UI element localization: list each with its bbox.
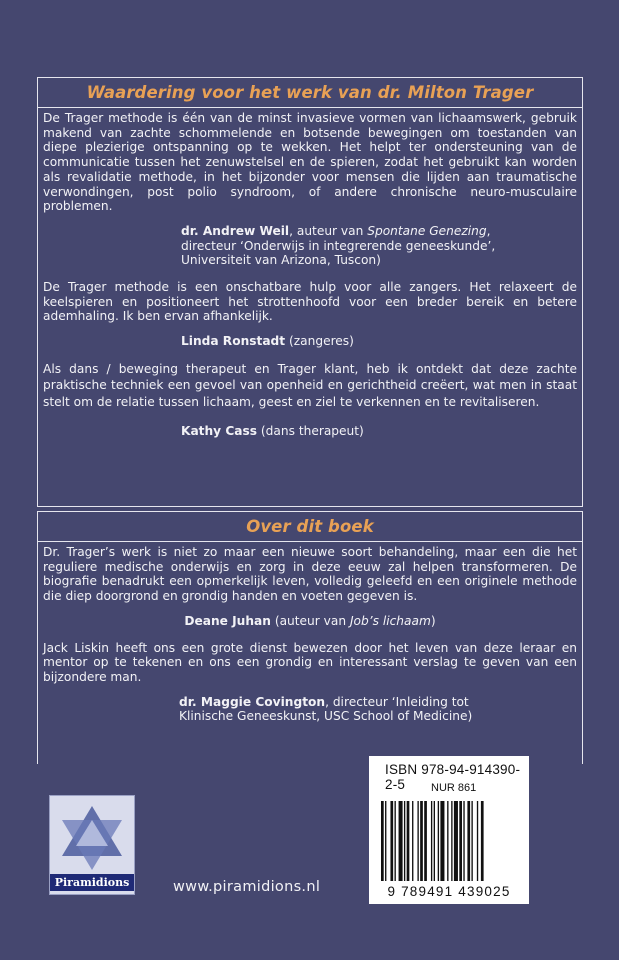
- barcode-bar: [434, 801, 435, 881]
- barcode-bar: [440, 801, 444, 881]
- quote-cass: Als dans / beweging therapeut en Trager klant, heb ik ontdekt dat deze zachte praktische techniek een gevoel van openheid en gerichtheid creëert, wat men in staat stelt om de relatie tussen lichaam, geest en ziel te verkennen en te revitaliseren.: [43, 361, 577, 409]
- barcode-bar: [381, 801, 384, 881]
- barcode-bar: [463, 801, 464, 881]
- book-title: Job’s lichaam: [349, 613, 431, 628]
- quote-juhan: Dr. Trager’s werk is niet zo maar een nieuwe soort behandeling, maar een die het reguliere medische onderwijs en zorg in deze eeuw zal helpen transformeren. De biografie benadrukt een opmerkelijk leven, volledig geleefd en een originele methode die diep doorgrond en grondig handen en voeten gegeven is.: [43, 545, 577, 604]
- author-name: Kathy Cass: [181, 424, 258, 439]
- barcode-bar: [404, 801, 405, 881]
- attribution-covington: dr. Maggie Covington, directeur ‘Inleiding tot Klinische Geneeskunst, USC School of Medicine): [179, 694, 473, 724]
- isbn-label: ISBN 978-94-914390-2-5: [385, 762, 521, 792]
- barcode-bar: [477, 801, 478, 881]
- barcode-bar: [459, 801, 462, 881]
- publisher-logo: [49, 795, 135, 895]
- quote-weil: De Trager methode is één van de minst invasieve vormen van lichaamswerk, gebruik makend van zachte schommelende en botsende bewegingen om toestanden van diepe plezierige ontspanning op te wekken. Het helpt ter ondersteuning van de communicatie tussen het zenuwstelsel en de spieren, zodat het gebruikt kan worden als revalidatie methode, in het bijzonder voor mensen die lijden aan traumatische verwondingen, post polio syndroom, of andere chronische neuro-musculaire problemen.: [43, 111, 577, 214]
- barcode-bar: [424, 801, 427, 881]
- barcode-bar: [451, 801, 452, 881]
- attribution-cass: Kathy Cass (dans therapeut): [181, 424, 364, 439]
- star-of-david-icon: [50, 798, 134, 878]
- author-name: Deane Juhan: [184, 613, 271, 628]
- barcode-bar: [417, 801, 418, 881]
- barcode-bar: [399, 801, 403, 881]
- barcode-bar: [390, 801, 393, 881]
- author-name: Linda Ronstadt: [181, 334, 286, 349]
- barcode-bar: [420, 801, 423, 881]
- barcode-bar: [395, 801, 396, 881]
- book-title: Spontane Genezing: [367, 223, 487, 238]
- author-name: dr. Andrew Weil: [181, 223, 290, 238]
- barcode-bar: [407, 801, 410, 881]
- quote-ronstadt: De Trager methode is een onschatbare hulp voor alle zangers. Het relaxeert de keelspieren en positioneert het strottenhoofd voor een breder bereik en betere ademhaling. Ik ben ervan afhankelijk.: [43, 280, 577, 324]
- barcode-bar: [481, 801, 484, 881]
- barcode-bar: [385, 801, 386, 881]
- barcode-icon: [379, 801, 519, 883]
- barcode-bar: [438, 801, 439, 881]
- barcode-bar: [471, 801, 472, 881]
- attribution-juhan: Deane Juhan (auteur van Job’s lichaam): [184, 613, 436, 628]
- appreciation-heading: Waardering voor het werk van dr. Milton Trager: [38, 78, 582, 108]
- isbn-barcode-block: [369, 756, 529, 904]
- barcode-bar: [431, 801, 432, 881]
- author-name: dr. Maggie Covington: [179, 694, 326, 709]
- attribution-ronstadt: Linda Ronstadt (zangeres): [181, 334, 354, 349]
- appreciation-panel: [37, 77, 583, 507]
- barcode-bar: [447, 801, 448, 881]
- nur-label: NUR 861: [431, 782, 477, 794]
- website-url: www.piramidions.nl: [173, 879, 321, 895]
- quote-covington: Jack Liskin heeft ons een grote dienst bewezen door het leven van deze leraar en mentor op te tekenen en ons een grondig en interessant verslag te geven van een bijzondere man.: [43, 640, 577, 684]
- barcode-bar: [412, 801, 413, 881]
- logo-text: Piramidions: [50, 874, 134, 891]
- about-book-panel: [37, 511, 583, 764]
- barcode-digits: 9 789491 439025: [387, 884, 511, 899]
- about-book-heading: Over dit boek: [38, 512, 582, 542]
- attribution-weil: dr. Andrew Weil, auteur van Spontane Genezing, directeur ‘Onderwijs in integrerende geneeskunde’, Universiteit van Arizona, Tuscon): [181, 223, 496, 268]
- barcode-bar: [454, 801, 458, 881]
- barcode-bar: [467, 801, 470, 881]
